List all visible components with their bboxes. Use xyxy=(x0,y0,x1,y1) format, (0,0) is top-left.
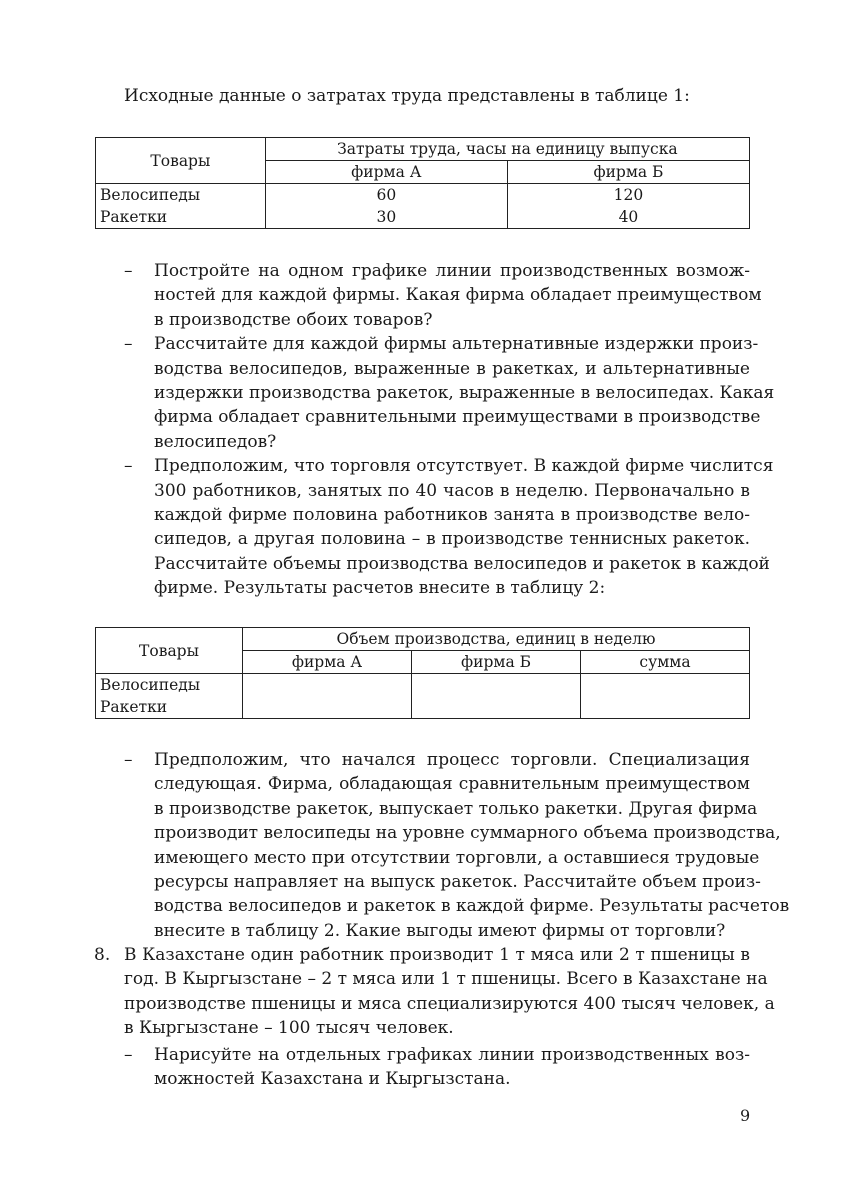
table2-empty-cell xyxy=(412,696,581,719)
text-line: водства велосипедов и ракеток в каждой фирме. Результаты расчетов xyxy=(154,896,790,917)
table1-firm-a-header: фирма А xyxy=(265,161,507,184)
list-dash: – xyxy=(124,261,133,281)
text-line: можностей Казахстана и Кыргызстана. xyxy=(154,1069,511,1090)
table1-cell: 40 xyxy=(507,206,749,229)
text-line: 300 работников, занятых по 40 часов в неделю. Первоначально в xyxy=(154,480,750,501)
text-line: Предположим, что торговля отсутствует. В каждой фирме числится xyxy=(154,456,774,477)
table1-cell: 120 xyxy=(507,184,749,207)
text-line: в производстве ракеток, выпускает только ракетки. Другая фирма xyxy=(154,798,758,819)
table1-cell: 30 xyxy=(265,206,507,229)
table2-goods-header: Товары xyxy=(96,628,243,674)
text-line: производстве пшеницы и мяса специализируются 400 тысяч человек, а xyxy=(124,993,775,1014)
list-dash: – xyxy=(124,750,133,770)
text-line: издержки производства ракеток, выраженные в велосипедах. Какая xyxy=(154,383,775,404)
text-line: Рассчитайте для каждой фирмы альтернативные издержки произ- xyxy=(154,334,759,355)
table2-empty-cell xyxy=(581,696,750,719)
text-line: фирме. Результаты расчетов внесите в таблицу 2: xyxy=(154,578,606,599)
text-line: производит велосипеды на уровне суммарного объема производства, xyxy=(154,823,781,844)
list-dash: – xyxy=(124,456,133,477)
text-line: в производстве обоих товаров? xyxy=(154,309,433,330)
table2-group-header: Объем производства, единиц в неделю xyxy=(243,628,750,651)
list-item xyxy=(124,454,774,600)
page-number: 9 xyxy=(740,1106,751,1125)
list-dash: – xyxy=(124,334,133,355)
text-line: Нарисуйте на отдельных графиках линии производственных воз- xyxy=(154,1045,750,1065)
list-item xyxy=(124,748,790,943)
table2-empty-cell xyxy=(412,674,581,697)
table1-row-label: Велосипеды xyxy=(96,184,266,207)
table1-goods-header: Товары xyxy=(96,138,266,184)
table2-firm-b-header: фирма Б xyxy=(412,651,581,674)
text-line: год. В Кыргызстане – 2 т мяса или 1 т пшеницы. Всего в Казахстане на xyxy=(124,969,768,990)
text-line: водства велосипедов, выраженные в ракетках, и альтернативные xyxy=(154,358,750,379)
table2-firm-a-header: фирма А xyxy=(243,651,412,674)
list-item xyxy=(124,1043,750,1092)
text-line: внесите в таблицу 2. Какие выгоды имеют фирмы от торговли? xyxy=(154,920,726,941)
text-line: в Кыргызстане – 100 тысяч человек. xyxy=(124,1018,454,1039)
list-item xyxy=(124,259,762,332)
task-list-1 xyxy=(124,259,775,601)
table2-empty-cell xyxy=(243,696,412,719)
text-line: сипедов, а другая половина – в производстве теннисных ракеток. xyxy=(154,529,750,550)
text-line: Предположим, что начался процесс торговли. Специализация xyxy=(154,750,750,770)
task-8-body xyxy=(94,943,775,1041)
table2-sum-header: сумма xyxy=(581,651,750,674)
task-number: 8. xyxy=(94,945,111,965)
intro-text: Исходные данные о затратах труда представлены в таблице 1: xyxy=(124,86,690,106)
table2-row-label: Ракетки xyxy=(96,696,243,719)
task-list-2 xyxy=(124,748,790,943)
table2-empty-cell xyxy=(243,674,412,697)
text-line: Рассчитайте объемы производства велосипедов и ракеток в каждой xyxy=(154,553,770,574)
table1-group-header: Затраты труда, часы на единицу выпуска xyxy=(265,138,749,161)
table2-empty-cell xyxy=(581,674,750,697)
production-volume-table xyxy=(95,627,750,719)
table1-row-label: Ракетки xyxy=(96,206,266,229)
task-8 xyxy=(94,943,775,1041)
table1-firm-b-header: фирма Б xyxy=(507,161,749,184)
table2-row-label: Велосипеды xyxy=(96,674,243,697)
text-line: В Казахстане один работник производит 1 т мяса или 2 т пшеницы в xyxy=(124,945,750,965)
list-item xyxy=(124,332,775,454)
text-line: ностей для каждой фирмы. Какая фирма обладает преимуществом xyxy=(154,285,762,306)
text-line: фирма обладает сравнительными преимуществами в производстве xyxy=(154,407,761,428)
text-line: ресурсы направляет на выпуск ракеток. Рассчитайте объем произ- xyxy=(154,872,761,893)
text-line: велосипедов? xyxy=(154,431,277,452)
text-line: имеющего место при отсутствии торговли, а оставшиеся трудовые xyxy=(154,847,760,868)
text-line: следующая. Фирма, обладающая сравнительным преимуществом xyxy=(154,774,750,795)
text-line: каждой фирме половина работников занята в производстве вело- xyxy=(154,505,750,526)
text-line: Постройте на одном графике линии производственных возмож- xyxy=(154,261,750,281)
task-8-sublist xyxy=(124,1043,750,1092)
table1-cell: 60 xyxy=(265,184,507,207)
labor-cost-table xyxy=(95,137,750,229)
list-dash: – xyxy=(124,1045,133,1065)
